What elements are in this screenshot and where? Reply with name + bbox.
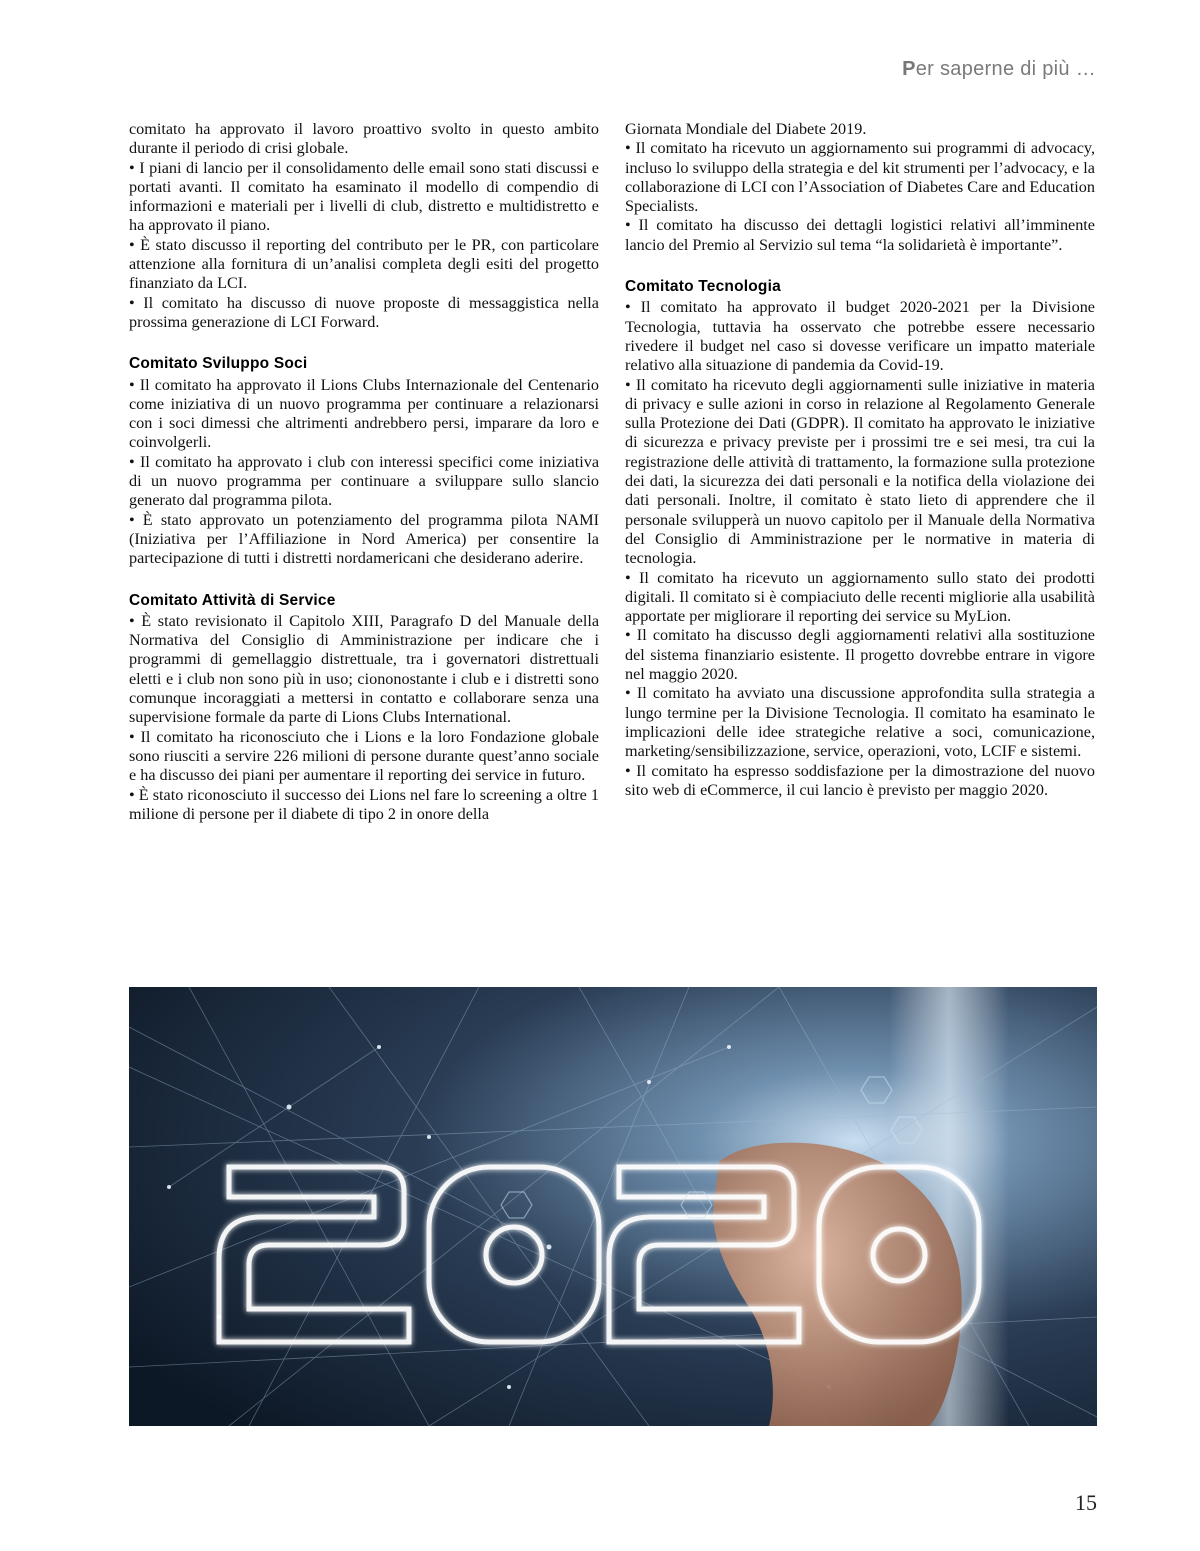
paragraph: • Il comitato ha approvato il budget 2020-2021 per la Divisione Tecnologia, tuttavia ha osservato che potrebbe essere necessario rivedere il budget nel caso si dovesse verificare un impatto materiale relativo alla situazione di pandemia da Covid-19. <box>625 298 1095 375</box>
paragraph: • È stato discusso il reporting del contributo per le PR, con particolare attenzione alla fornitura di un’analisi completa degli esiti del progetto finanziato da LCI. <box>129 235 599 293</box>
paragraph: • Il comitato ha approvato i club con interessi specifici come iniziativa di un nuovo programma per continuare a sviluppare sullo slancio generato dal programma pilota. <box>129 452 599 510</box>
paragraph: • Il comitato ha espresso soddisfazione per la dimostrazione del nuovo sito web di eCommerce, il cui lancio è previsto per maggio 2020. <box>625 761 1095 799</box>
section-heading-sviluppo-soci: Comitato Sviluppo Soci <box>129 355 308 373</box>
paragraph: • È stato riconosciuto il successo dei Lions nel fare lo screening a oltre 1 milione di persone per il diabete di tipo 2 in onore della <box>129 785 599 823</box>
paragraph: Giornata Mondiale del Diabete 2019. <box>625 120 867 138</box>
paragraph: • È stato approvato un potenziamento del programma pilota NAMI (Iniziativa per l’Affiliazione in Nord America) per consentire la partecipazione di tutti i distretti nordamericani che desiderano aderire. <box>129 510 599 568</box>
running-head <box>902 58 1096 81</box>
page-number: 15 <box>1075 1490 1097 1515</box>
paragraph: • Il comitato ha discusso dei dettagli logistici relativi all’imminente lancio del Premio al Servizio sul tema “la solidarietà è importante”. <box>625 216 1095 254</box>
paragraph: • Il comitato ha approvato il Lions Clubs Internazionale del Centenario come iniziativa di un nuovo programma per continuare a relazionarsi con i soci dimessi che altrimenti andrebbero persi, imparare da loro e coinvolgerli. <box>129 375 599 452</box>
section-heading-attivita-service: Comitato Attività di Service <box>129 591 336 609</box>
figure-2020-image <box>129 987 1097 1426</box>
right-column <box>625 120 1095 800</box>
paragraph: • Il comitato ha ricevuto un aggiornamento sullo stato dei prodotti digitali. Il comitato si è compiaciuto delle recenti migliorie alla usabilità apportate per migliorare il reporting dei service su MyLion. <box>625 568 1095 626</box>
paragraph: • Il comitato ha avviato una discussione approfondita sulla strategia a lungo termine per la Divisione Tecnologia. Il comitato ha esaminato le implicazioni delle idee strategiche relative a soci, comunicazione, marketing/sensibilizzazione, service, operazioni, voto, LCIF e sistemi. <box>625 684 1095 761</box>
network-2020-illustration <box>129 987 1097 1426</box>
paragraph: comitato ha approvato il lavoro proattivo svolto in questo ambito durante il periodo di crisi globale. <box>129 120 599 158</box>
paragraph: • Il comitato ha riconosciuto che i Lions e la loro Fondazione globale sono riusciti a servire 226 milioni di persone durante quest’anno sociale e ha discusso dei piani per aumentare il reporting dei service in futuro. <box>129 727 599 785</box>
running-head-text: er saperne di più … <box>915 58 1096 80</box>
running-head-initial: P <box>902 58 916 80</box>
paragraph: • È stato revisionato il Capitolo XIII, Paragrafo D del Manuale della Normativa del Consiglio di Amministrazione per indicare che i programmi di gemellaggio distrettuale, tra i governatori distrettuali eletti e i club non sono più in uso; ciononostante i club e i distretti sono comunque incoraggiati a mettersi in contatto e collaborare senza una supervisione formale da parte di Lions Clubs International. <box>129 611 599 727</box>
paragraph: • I piani di lancio per il consolidamento delle email sono stati discussi e portati avanti. Il comitato ha esaminato il modello di compendio di informazioni e materiali per i livelli di club, distretto e multidistretto e ha approvato il piano. <box>129 158 599 235</box>
section-heading-tecnologia: Comitato Tecnologia <box>625 278 781 296</box>
paragraph: • Il comitato ha discusso degli aggiornamenti relativi alla sostituzione del sistema finanziario esistente. Il progetto dovrebbe entrare in vigore nel maggio 2020. <box>625 626 1095 684</box>
paragraph: • Il comitato ha ricevuto un aggiornamento sui programmi di advocacy, incluso lo sviluppo della strategia e del kit strumenti per l’advocacy, e la collaborazione di LCI con l’Association of Diabetes Care and Education Specialists. <box>625 139 1095 216</box>
left-column <box>129 120 599 824</box>
paragraph: • Il comitato ha ricevuto degli aggiornamenti sulle iniziative in materia di privacy e sulle azioni in corso in relazione al Regolamento Generale sulla Protezione dei Dati (GDPR). Il comitato ha approvato le iniziative di sicurezza e privacy previste per i prossimi tre e sei mesi, tra cui la registrazione delle attività di trattamento, la formazione sulla protezione dei dati, la sicurezza dei dati personali e la notifica della violazione dei dati personali. Inoltre, il comitato è stato lieto di apprendere che il personale svilupperà un nuovo capitolo per il Manuale della Normativa del Consiglio di Amministrazione per le normative in materia di tecnologia. <box>625 375 1095 568</box>
paragraph: • Il comitato ha discusso di nuove proposte di messaggistica nella prossima generazione di LCI Forward. <box>129 293 599 331</box>
